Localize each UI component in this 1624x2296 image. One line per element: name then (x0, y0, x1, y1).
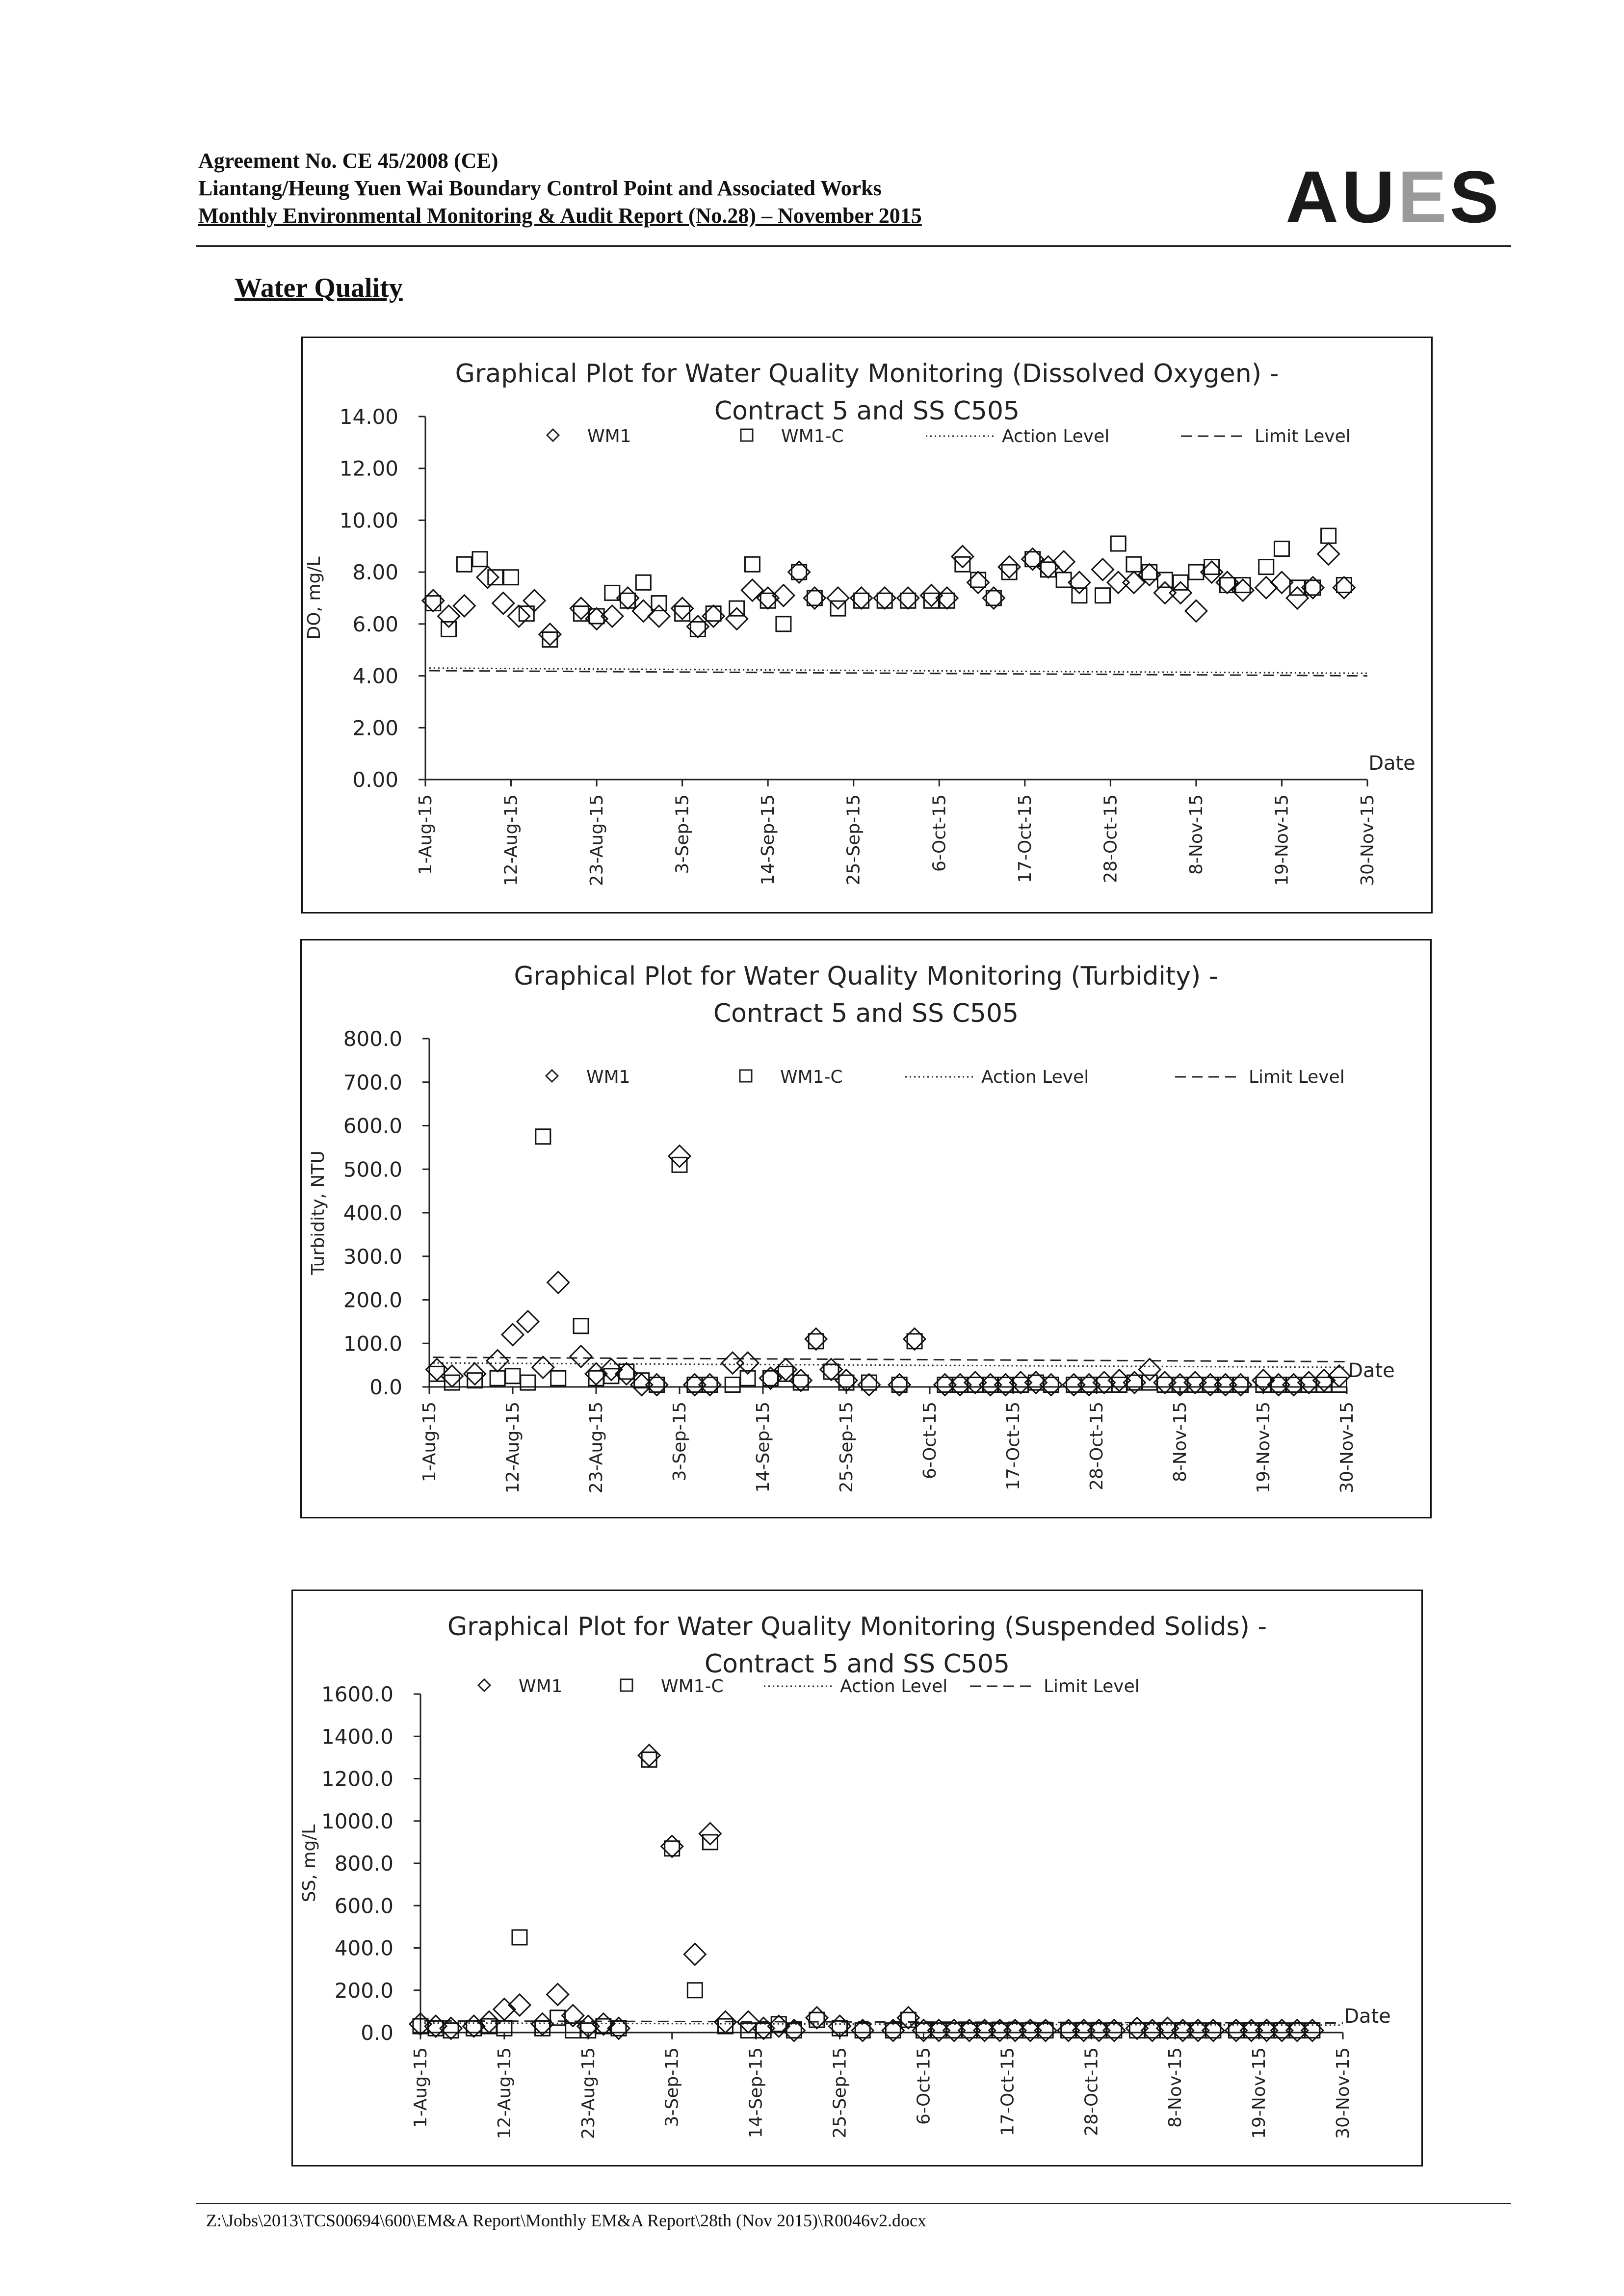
x-tick-label: 28-Oct-15 (1100, 794, 1121, 883)
y-tick-label: 600.0 (334, 1894, 393, 1918)
y-tick-label: 2.00 (352, 716, 398, 740)
data-point-wm1c (776, 617, 791, 631)
data-point-wm1c (877, 593, 892, 608)
data-point-wm1c (504, 570, 519, 585)
y-tick-label: 0.0 (369, 1375, 402, 1399)
x-tick-label: 8-Nov-15 (1186, 794, 1206, 875)
x-tick-label: 19-Nov-15 (1272, 794, 1292, 886)
y-tick-label: 400.0 (343, 1201, 402, 1225)
x-tick-label: 28-Oct-15 (1087, 1402, 1107, 1490)
data-point-wm1c (745, 557, 760, 572)
x-tick-label: 3-Sep-15 (672, 794, 693, 874)
chart-svg (293, 1591, 1421, 2165)
x-tick-label: 6-Oct-15 (914, 2047, 934, 2125)
legend-wm1-marker (546, 1070, 558, 1082)
y-tick-label: 1600.0 (321, 1682, 393, 1706)
data-point-wm1c (442, 622, 456, 636)
x-tick-label: 1-Aug-15 (411, 2047, 431, 2128)
data-point-wm1 (1318, 543, 1339, 565)
data-point-wm1c (1259, 560, 1274, 574)
legend-wm1-label: WM1 (519, 1676, 563, 1696)
legend-action-label: Action Level (981, 1067, 1089, 1087)
x-tick-label: 30-Nov-15 (1337, 1402, 1357, 1493)
y-tick-label: 8.00 (352, 560, 398, 585)
report-title: Monthly Environmental Monitoring & Audit Report (No.28) – November 2015 (198, 204, 922, 228)
x-tick-label: 14-Sep-15 (758, 794, 779, 886)
data-point-wm1c (1142, 565, 1157, 579)
report-header (198, 147, 922, 230)
x-tick-label: 25-Sep-15 (843, 794, 864, 886)
y-axis-label: Turbidity, NTU (308, 1150, 328, 1275)
chart-subtitle: Contract 5 and SS C505 (713, 999, 1019, 1028)
y-tick-label: 1200.0 (321, 1767, 393, 1791)
chart-suspended-solids (291, 1590, 1423, 2166)
legend-wm1-label: WM1 (587, 426, 631, 446)
data-point-wm1c (426, 596, 441, 611)
legend-limit-label: Limit Level (1255, 426, 1351, 446)
y-tick-label: 1000.0 (321, 1809, 393, 1833)
data-point-wm1c (490, 1371, 505, 1385)
file-path: Z:\Jobs\2013\TCS00694\600\EM&A Report\Monthly EM&A Report\28th (Nov 2015)\R0046v2.docx (206, 2211, 927, 2230)
data-point-wm1c (690, 622, 705, 636)
x-tick-label: 30-Nov-15 (1333, 2047, 1353, 2139)
data-point-wm1c (1112, 1378, 1126, 1392)
data-point-wm1c (706, 606, 721, 621)
data-point-wm1 (493, 593, 514, 614)
chart-subtitle: Contract 5 and SS C505 (704, 1649, 1010, 1679)
data-point-wm1c (551, 1371, 566, 1385)
legend-wm1c-marker (741, 429, 753, 441)
x-tick-label: 3-Sep-15 (662, 2047, 682, 2127)
project-title: Liantang/Heung Yuen Wai Boundary Control Point and Associated Works (198, 176, 882, 200)
data-point-wm1c (1041, 562, 1055, 577)
chart-title: Graphical Plot for Water Quality Monitoring (Suspended Solids) - (447, 1612, 1267, 1642)
x-tick-label: 17-Oct-15 (997, 2047, 1018, 2136)
data-point-wm1c (955, 557, 970, 572)
y-tick-label: 10.00 (339, 508, 398, 533)
legend-action-label: Action Level (840, 1676, 948, 1696)
data-point-wm1c (725, 1378, 740, 1392)
x-tick-label: 6-Oct-15 (929, 794, 950, 872)
data-point-wm1c (809, 1334, 823, 1349)
data-point-wm1 (1185, 600, 1207, 622)
y-tick-label: 600.0 (343, 1114, 402, 1138)
x-tick-label: 19-Nov-15 (1249, 2047, 1270, 2139)
y-tick-label: 400.0 (334, 1936, 393, 1960)
data-point-wm1c (672, 1157, 687, 1172)
y-tick-label: 300.0 (343, 1244, 402, 1269)
legend-wm1c-label: WM1-C (661, 1676, 724, 1696)
legend-wm1c-marker (621, 1679, 632, 1691)
data-point-wm1c (1111, 536, 1126, 551)
legend-wm1c-label: WM1-C (781, 426, 844, 446)
x-tick-label: 19-Nov-15 (1254, 1402, 1274, 1493)
data-point-wm1c (1317, 1378, 1332, 1392)
data-point-wm1c (636, 575, 651, 590)
data-point-wm1c (1126, 557, 1141, 572)
data-point-wm1c (793, 1375, 808, 1390)
legend-wm1c-label: WM1-C (780, 1067, 843, 1087)
x-tick-label: 12-Aug-15 (501, 794, 522, 887)
x-tick-label: 25-Sep-15 (837, 1402, 857, 1493)
data-point-wm1c (741, 2023, 756, 2038)
chart-subtitle: Contract 5 and SS C505 (714, 396, 1020, 426)
legend-wm1c-marker (740, 1070, 752, 1082)
data-point-wm1c (687, 1983, 702, 1998)
data-point-wm1 (547, 1983, 569, 2005)
data-point-wm1c (1274, 542, 1289, 556)
x-tick-label: 6-Oct-15 (920, 1402, 940, 1479)
data-point-wm1c (862, 1375, 876, 1390)
x-tick-label: 17-Oct-15 (1003, 1402, 1023, 1490)
chart-turbidity (300, 939, 1432, 1518)
limit-level-line (433, 1357, 1347, 1362)
data-point-wm1c (907, 1334, 922, 1349)
x-tick-label: 25-Sep-15 (830, 2047, 850, 2139)
y-axis-label: DO, mg/L (304, 556, 324, 640)
y-tick-label: 6.00 (352, 612, 398, 636)
data-point-wm1c (854, 593, 869, 608)
x-tick-label: 3-Sep-15 (670, 1402, 690, 1482)
legend-action-label: Action Level (1002, 426, 1110, 446)
y-tick-label: 14.00 (339, 405, 398, 429)
data-point-wm1c (488, 570, 503, 585)
y-tick-label: 800.0 (343, 1027, 402, 1051)
y-axis-label: SS, mg/L (299, 1824, 319, 1903)
data-point-wm1c (535, 2021, 550, 2035)
x-tick-label: 8-Nov-15 (1170, 1402, 1190, 1482)
data-point-wm1 (502, 1324, 524, 1346)
data-point-wm1c (505, 1369, 520, 1383)
x-tick-label: 23-Aug-15 (578, 2047, 599, 2139)
x-tick-label: 12-Aug-15 (494, 2047, 515, 2139)
chart-svg (303, 338, 1431, 912)
y-tick-label: 500.0 (343, 1157, 402, 1182)
chart-title: Graphical Plot for Water Quality Monitoring (Dissolved Oxygen) - (455, 359, 1279, 389)
x-tick-label: 14-Sep-15 (746, 2047, 766, 2139)
limit-level-line (429, 671, 1367, 676)
action-level-line (433, 1363, 1347, 1367)
y-tick-label: 700.0 (343, 1070, 402, 1095)
data-point-wm1c (1056, 573, 1071, 587)
x-tick-label: 17-Oct-15 (1015, 794, 1035, 883)
data-point-wm1c (901, 2012, 916, 2027)
data-point-wm1c (574, 1319, 588, 1333)
x-tick-label: 23-Aug-15 (586, 1402, 606, 1494)
data-point-wm1 (684, 1943, 706, 1965)
y-tick-label: 800.0 (334, 1852, 393, 1876)
x-tick-label: 1-Aug-15 (416, 794, 436, 875)
data-point-wm1c (1072, 588, 1087, 603)
data-point-wm1c (512, 1930, 527, 1945)
y-tick-label: 0.00 (352, 768, 398, 792)
data-point-wm1c (1095, 588, 1110, 603)
y-tick-label: 12.00 (339, 456, 398, 481)
x-tick-label: 23-Aug-15 (587, 794, 607, 887)
data-point-wm1c (652, 596, 666, 611)
x-axis-label: Date (1344, 2005, 1391, 2028)
header-divider (196, 245, 1511, 247)
x-tick-label: 28-Oct-15 (1081, 2047, 1102, 2136)
x-tick-label: 30-Nov-15 (1358, 794, 1378, 886)
legend-limit-label: Limit Level (1044, 1676, 1140, 1696)
data-point-wm1c (1321, 528, 1336, 543)
data-point-wm1 (1092, 559, 1113, 580)
company-logo: AUES (1285, 156, 1502, 238)
data-point-wm1c (901, 593, 916, 608)
section-title: Water Quality (235, 273, 403, 303)
y-tick-label: 200.0 (334, 1978, 393, 2003)
x-axis-label: Date (1368, 752, 1415, 775)
legend-wm1-marker (547, 429, 559, 441)
data-point-wm1 (548, 1272, 569, 1293)
y-tick-label: 0.0 (361, 2021, 393, 2045)
legend-wm1-marker (478, 1679, 490, 1691)
chart-dissolved-oxygen (301, 337, 1433, 913)
data-point-wm1c (810, 2012, 824, 2027)
x-tick-label: 14-Sep-15 (753, 1402, 773, 1493)
data-point-wm1c (521, 1375, 535, 1390)
data-point-wm1c (621, 593, 635, 608)
y-tick-label: 100.0 (343, 1331, 402, 1356)
data-point-wm1c (824, 1364, 838, 1379)
y-tick-label: 1400.0 (321, 1724, 393, 1749)
footer-divider (196, 2203, 1511, 2204)
agreement-number: Agreement No. CE 45/2008 (CE) (198, 149, 498, 173)
data-point-wm1c (619, 1364, 634, 1379)
data-point-wm1c (703, 1835, 717, 1850)
data-point-wm1c (971, 573, 986, 587)
x-tick-label: 8-Nov-15 (1165, 2047, 1186, 2128)
action-level-line (429, 668, 1367, 674)
x-axis-label: Date (1348, 1359, 1395, 1382)
y-tick-label: 4.00 (352, 664, 398, 688)
data-point-wm1c (642, 1752, 656, 1767)
data-point-wm1c (457, 557, 471, 572)
data-point-wm1c (589, 1371, 603, 1385)
data-point-wm1c (429, 1366, 444, 1381)
x-tick-label: 12-Aug-15 (503, 1402, 523, 1494)
data-point-wm1c (1336, 578, 1351, 593)
data-point-wm1c (536, 1129, 550, 1144)
data-point-wm1c (665, 1841, 680, 1856)
legend-limit-label: Limit Level (1249, 1067, 1345, 1087)
data-point-wm1 (517, 1311, 539, 1332)
chart-svg (302, 940, 1430, 1517)
legend-wm1-label: WM1 (586, 1067, 630, 1087)
data-point-wm1c (472, 552, 487, 567)
y-tick-label: 200.0 (343, 1288, 402, 1312)
x-tick-label: 1-Aug-15 (419, 1402, 440, 1483)
chart-title: Graphical Plot for Water Quality Monitoring (Turbidity) - (514, 962, 1218, 991)
